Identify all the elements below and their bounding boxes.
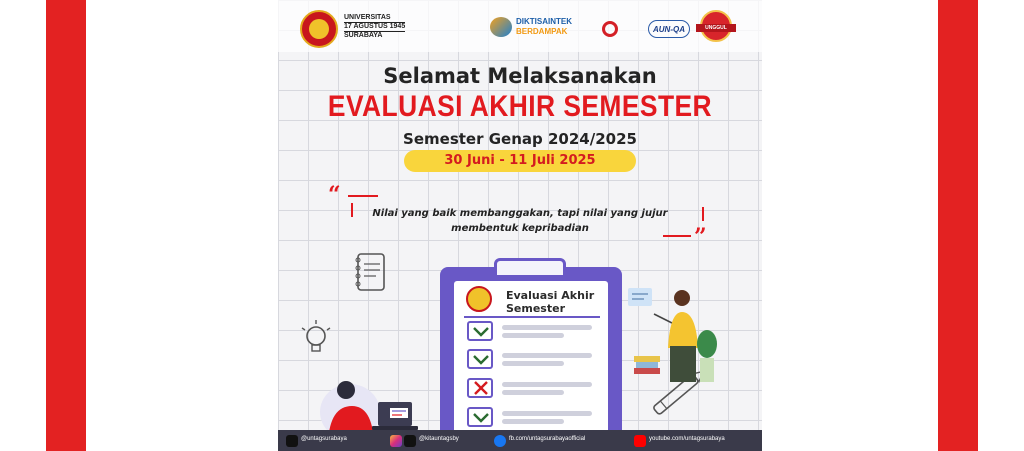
checkbox-checked: [467, 321, 493, 341]
quote-divider: [663, 235, 691, 237]
x-link[interactable]: @untagsurabaya: [286, 435, 374, 447]
diktisaintek-logo: DIKTISAINTEK BERDAMPAK: [490, 15, 588, 43]
checklist-line: [502, 361, 564, 366]
left-red-bar: [46, 0, 86, 451]
unggul-badge: UNGGUL: [696, 10, 736, 50]
facebook-icon: [494, 435, 506, 447]
teacher-with-pointer-illustration: [614, 284, 734, 384]
right-red-bar: [938, 0, 978, 451]
dikti-mark-icon: [490, 17, 512, 37]
notebook-icon: [352, 250, 388, 294]
checkbox-checked: [467, 407, 493, 427]
checklist-line: [502, 390, 564, 395]
social-footer: [278, 430, 762, 451]
youtube-icon: [634, 435, 646, 447]
x-icon: [286, 435, 298, 447]
checklist-line: [502, 411, 592, 416]
checklist-line: [502, 382, 592, 387]
asiin-ring-icon: [602, 21, 618, 37]
poster: [278, 0, 762, 451]
lightbulb-icon: [298, 318, 334, 358]
checkbox-crossed: [467, 378, 493, 398]
cross-icon: [472, 381, 490, 395]
checklist-line: [502, 333, 564, 338]
asiin-logo: [602, 20, 646, 38]
date-range-badge: 30 Juni - 11 Juli 2025: [404, 150, 636, 172]
checklist-line: [502, 353, 592, 358]
clipboard-title: Evaluasi Akhir Semester: [506, 289, 595, 315]
aunqa-logo: AUN-QA: [648, 20, 690, 38]
semester-text: Semester Genap 2024/2025: [403, 130, 637, 148]
greeting-text: Selamat Melaksanakan: [383, 64, 657, 88]
clipboard-clip: [494, 258, 566, 278]
untag-logo-small: [466, 286, 492, 312]
checkbox-checked: [467, 349, 493, 369]
untag-logo: [300, 10, 338, 48]
open-quote-icon: “: [328, 182, 341, 208]
check-icon: [472, 410, 490, 424]
quote-divider: [348, 195, 378, 197]
quote-divider: [351, 203, 353, 217]
quote-text: Nilai yang baik membanggakan, tapi nilai yang jujur membentuk kepribadian: [372, 208, 668, 234]
check-icon: [472, 324, 490, 338]
main-title: EVALUASI AKHIR SEMESTER: [327, 90, 713, 123]
clipboard-divider: [464, 316, 600, 318]
close-quote-icon: ”: [694, 224, 707, 250]
quote-divider: [702, 207, 704, 221]
youtube-link[interactable]: youtube.com/untagsurabaya: [634, 435, 758, 447]
checklist-line: [502, 325, 592, 330]
university-name: UNIVERSITAS 17 AGUSTUS 1945 SURABAYA: [344, 14, 406, 39]
tiktok-icon: [404, 435, 416, 447]
check-icon: [472, 352, 490, 366]
checklist-line: [502, 419, 564, 424]
facebook-link[interactable]: fb.com/untagsurabayaofficial: [494, 435, 628, 447]
instagram-tiktok-link[interactable]: @kitauntagsby: [390, 435, 494, 447]
instagram-icon: [390, 435, 402, 447]
